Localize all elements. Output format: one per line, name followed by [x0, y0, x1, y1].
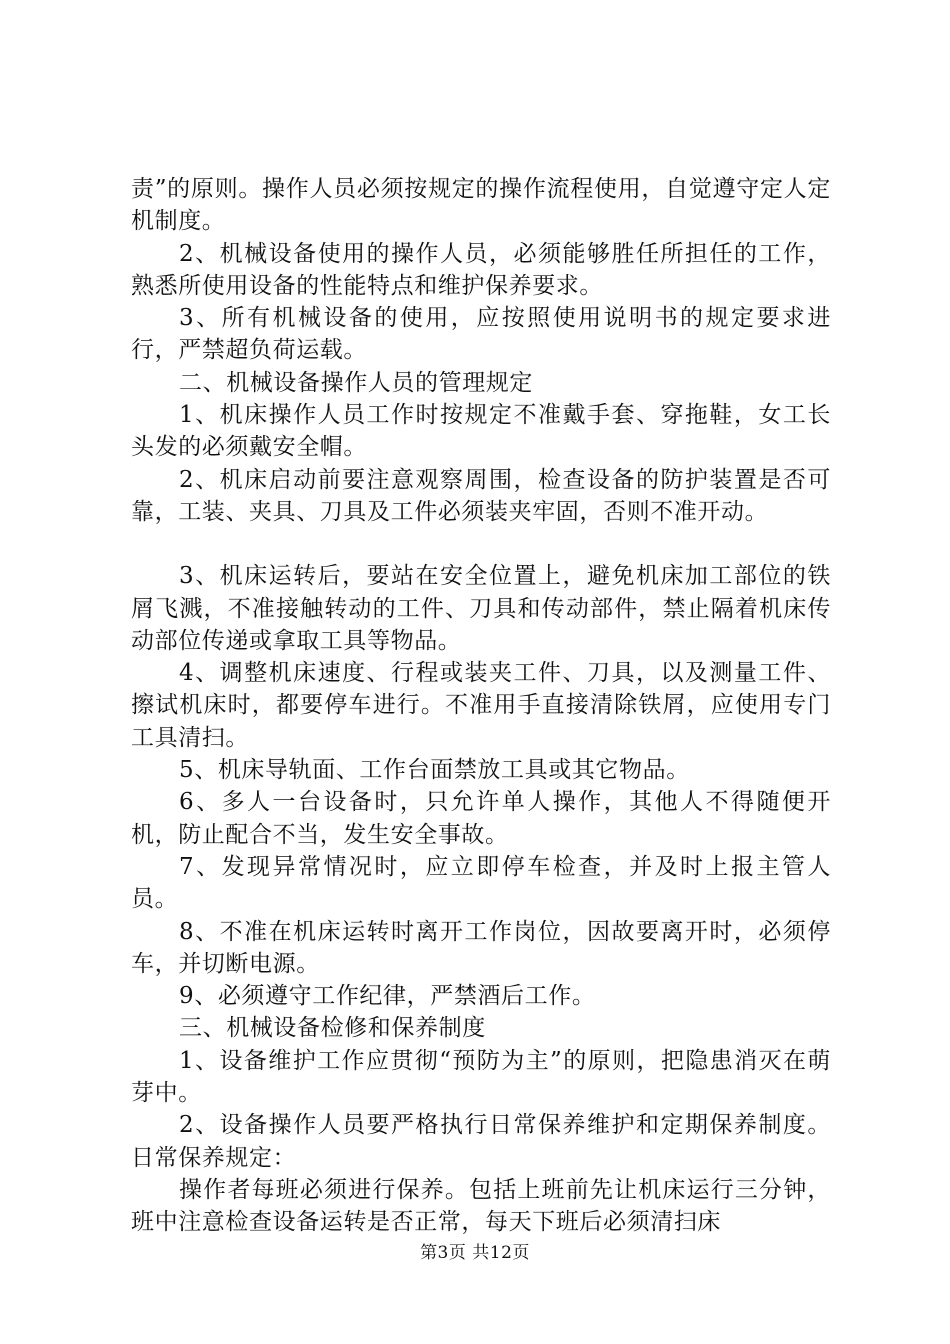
paragraph-item-3: 3、所有机械设备的使用，应按照使用说明书的规定要求进行，严禁超负荷运载。	[131, 305, 831, 364]
paragraph-rule-6: 6、多人一台设备时，只允许单人操作，其他人不得随便开机，防止配合不当，发生安全事故。	[131, 789, 831, 848]
paragraph-rule-3: 3、机床运转后，要站在安全位置上，避免机床加工部位的铁屑飞溅，不准接触转动的工件、刀具和传动部件，禁止隔着机床传动部位传递或拿取工具等物品。	[131, 563, 831, 654]
paragraph-continuation: 责”的原则。操作人员必须按规定的操作流程使用，自觉遵守定人定机制度。	[131, 176, 831, 235]
page-number-footer: 第3页 共12页	[420, 1243, 530, 1263]
paragraph-rule-4: 4、调整机床速度、行程或装夹工件、刀具，以及测量工件、擦试机床时，都要停车进行。不准用手直接清除铁屑，应使用专门工具清扫。	[131, 660, 831, 751]
paragraph-item-2: 2、机械设备使用的操作人员，必须能够胜任所担任的工作，熟悉所使用设备的性能特点和维护保养要求。	[131, 240, 831, 299]
paragraph-rule-9: 9、必须遵守工作纪律，严禁酒后工作。	[179, 983, 596, 1010]
paragraph-rule-7: 7、发现异常情况时，应立即停车检查，并及时上报主管人员。	[131, 853, 831, 913]
paragraph-rule-2: 2、机床启动前要注意观察周围，检查设备的防护装置是否可靠，工装、夹具、刀具及工件必须装夹牢固，否则不准开动。	[131, 466, 831, 525]
paragraph-maintenance-1: 1、设备维护工作应贯彻“预防为主”的原则，把隐患消灭在萌芽中。	[131, 1047, 831, 1107]
section-heading-2: 二、机械设备操作人员的管理规定	[179, 369, 533, 396]
paragraph-maintenance-2: 2、设备操作人员要严格执行日常保养维护和定期保养制度。日常保养规定：	[131, 1112, 831, 1171]
paragraph-daily-maintenance: 操作者每班必须进行保养。包括上班前先让机床运行三分钟，班中注意检查设备运转是否正常，每天下班后必须清扫床	[131, 1176, 831, 1236]
document-body	[131, 173, 831, 1239]
paragraph-rule-1: 1、机床操作人员工作时按规定不准戴手套、穿拖鞋，女工长头发的必须戴安全帽。	[131, 402, 831, 461]
paragraph-rule-5: 5、机床导轨面、工作台面禁放工具或其它物品。	[179, 757, 690, 784]
section-heading-3: 三、机械设备检修和保养制度	[179, 1015, 486, 1042]
paragraph-rule-8: 8、不准在机床运转时离开工作岗位，因故要离开时，必须停车，并切断电源。	[131, 918, 831, 977]
